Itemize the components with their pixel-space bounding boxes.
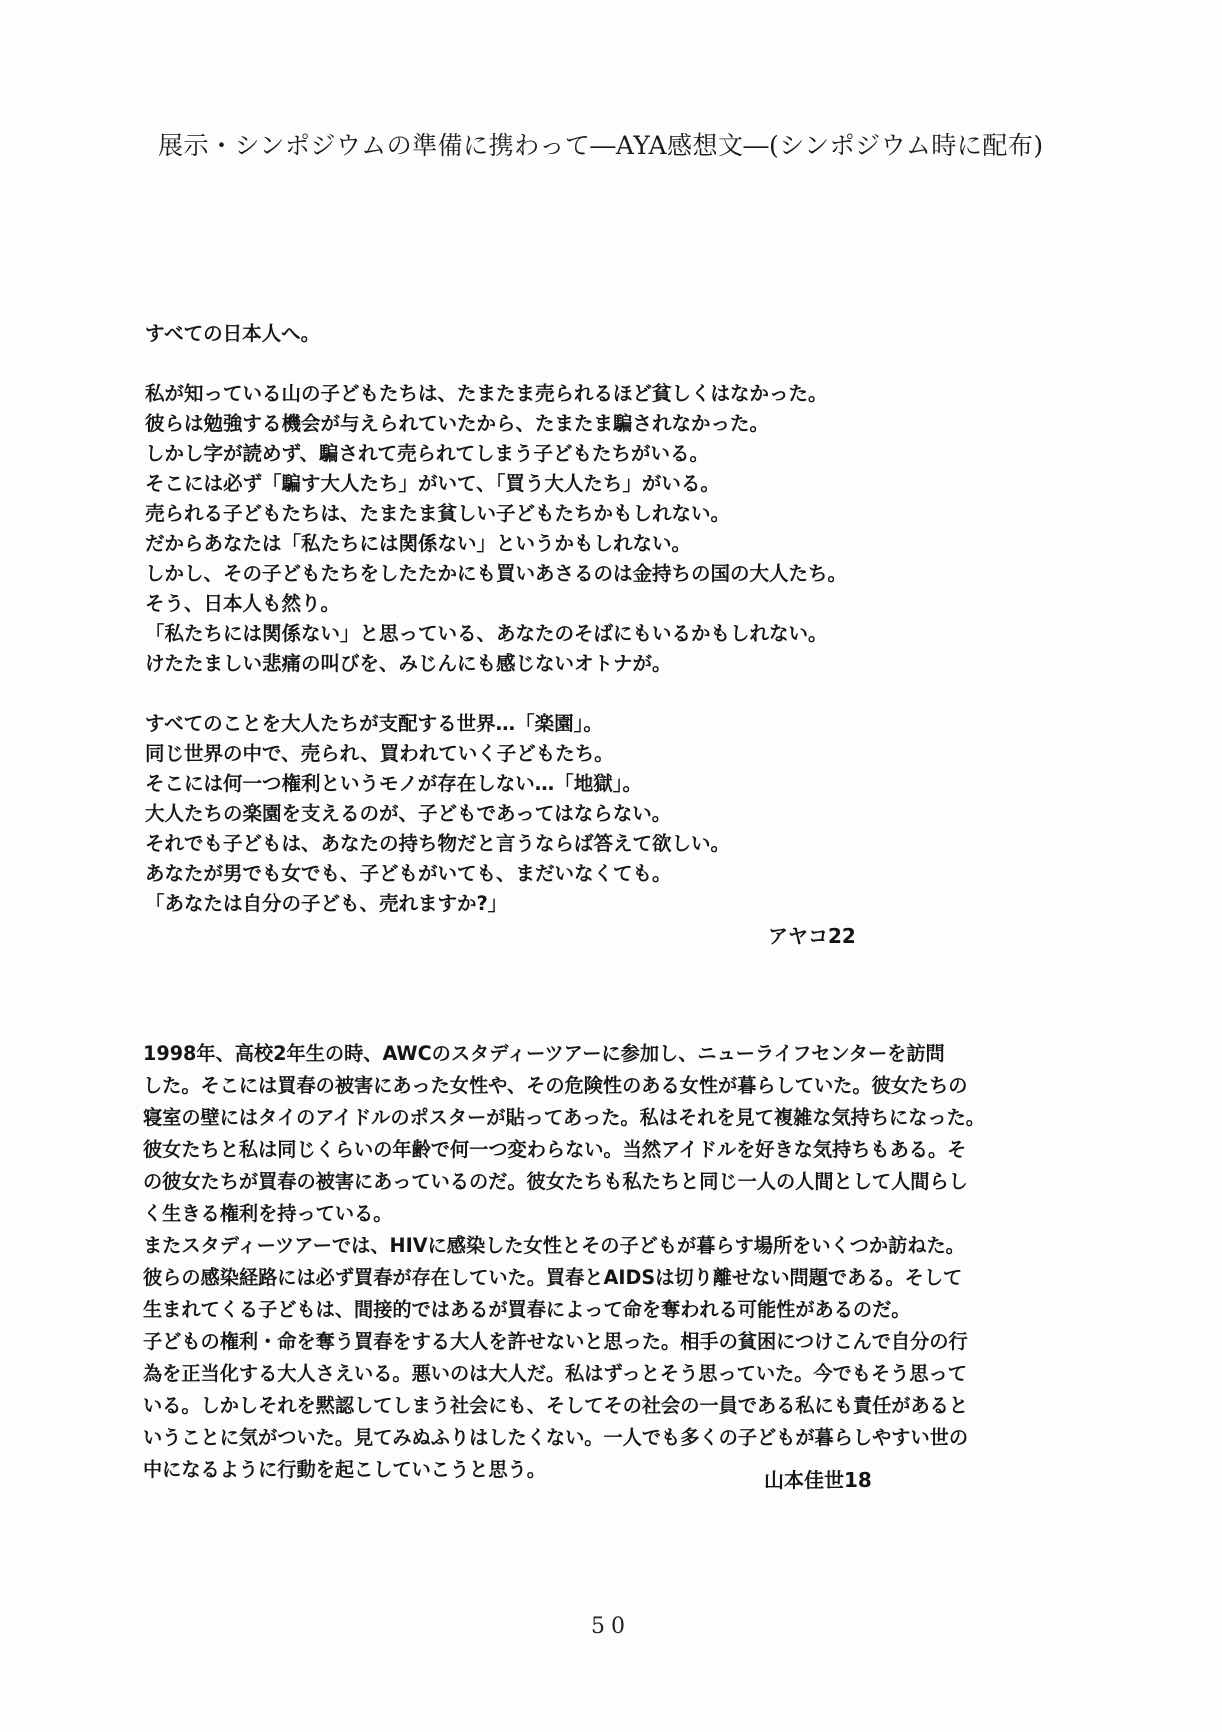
poem-line: 大人たちの楽園を支えるのが、子どもであってはならない。	[145, 802, 672, 825]
poem-line: すべての日本人へ。	[145, 322, 321, 345]
poem-line: 彼らは勉強する機会が与えられていたから、たまたま騙されなかった。	[145, 412, 770, 435]
essay-line: 為を正当化する大人さえいる。悪いのは大人だ。私はずっとそう思っていた。今でもそう思って	[143, 1362, 967, 1385]
poem-section	[145, 319, 1045, 919]
poem-line: だからあなたは「私たちには関係ない」というかもしれない。	[145, 532, 692, 555]
essay-line: 1998年、高校2年生の時、AWCのスタディーツアーに参加し、ニューライフセンターを訪問	[143, 1042, 945, 1065]
poem-line: 「私たちには関係ない」と思っている、あなたのそばにもいるかもしれない。	[145, 622, 828, 645]
essay-line: またスタディーツアーでは、HIVに感染した女性とその子どもが暮らす場所をいくつか訪ねた。	[143, 1234, 965, 1257]
poem-line: すべてのことを大人たちが支配する世界…「楽園」。	[145, 712, 603, 735]
poem-signature: アヤコ22	[768, 924, 856, 948]
poem-line: しかし、その子どもたちをしたたかにも買いあさるのは金持ちの国の大人たち。	[145, 562, 848, 585]
poem-line: けたたましい悲痛の叫びを、みじんにも感じないオトナが。	[145, 652, 672, 675]
poem-line: そこには何一つ権利というモノが存在しない…「地獄」。	[145, 772, 643, 795]
essay-line: く生きる権利を持っている。	[143, 1202, 393, 1225]
poem-blank-line	[145, 349, 1045, 379]
essay-line: いる。しかしそれを黙認してしまう社会にも、そしてその社会の一員である私にも責任があると	[143, 1394, 969, 1417]
essay-line: 子どもの権利・命を奪う買春をする大人を許せないと思った。相手の貧困につけこんで自分の行	[143, 1330, 968, 1353]
poem-line: あなたが男でも女でも、子どもがいても、まだいなくても。	[145, 862, 672, 885]
document-title: 展示・シンポジウムの準備に携わって―AYA感想文―(シンポジウム時に配布)	[158, 131, 1044, 160]
essay-line: いうことに気がついた。見てみぬふりはしたくない。一人でも多くの子どもが暮らしやすい世の	[143, 1426, 969, 1449]
essay-section	[143, 1038, 1043, 1486]
essay-line: 中になるように行動を起こしていこうと思う。	[143, 1458, 546, 1481]
poem-line: それでも子どもは、あなたの持ち物だと言うならば答えて欲しい。	[145, 832, 731, 855]
poem-blank-line	[145, 679, 1045, 709]
essay-line: 生まれてくる子どもは、間接的ではあるが買春によって命を奪われる可能性があるのだ。	[143, 1298, 911, 1321]
page-number: 50	[591, 1614, 631, 1639]
essay-line: の彼女たちが買春の被害にあっているのだ。彼女たちも私たちと同じ一人の人間として人間らし	[143, 1170, 968, 1193]
essay-signature: 山本佳世18	[764, 1468, 872, 1492]
essay-line: した。そこには買春の被害にあった女性や、その危険性のある女性が暮らしていた。彼女たちの	[143, 1074, 968, 1097]
poem-line: 同じ世界の中で、売られ、買われていく子どもたち。	[145, 742, 614, 765]
poem-line: 「あなたは自分の子ども、売れますか?」	[145, 892, 508, 915]
essay-line: 彼女たちと私は同じくらいの年齢で何一つ変わらない。当然アイドルを好きな気持ちもある。そ	[143, 1138, 967, 1161]
essay-line: 寝室の壁にはタイのアイドルのポスターが貼ってあった。私はそれを見て複雑な気持ちになった。	[143, 1106, 985, 1129]
poem-line: しかし字が読めず、騙されて売られてしまう子どもたちがいる。	[145, 442, 709, 465]
poem-line: 売られる子どもたちは、たまたま貧しい子どもたちかもしれない。	[145, 502, 731, 525]
essay-line: 彼らの感染経路には必ず買春が存在していた。買春とAIDSは切り離せない問題である。そして	[143, 1266, 963, 1289]
poem-line: そう、日本人も然り。	[145, 592, 341, 615]
poem-line: 私が知っている山の子どもたちは、たまたま売られるほど貧しくはなかった。	[145, 382, 828, 405]
poem-line: そこには必ず「騙す大人たち」がいて、「買う大人たち」がいる。	[145, 472, 720, 495]
